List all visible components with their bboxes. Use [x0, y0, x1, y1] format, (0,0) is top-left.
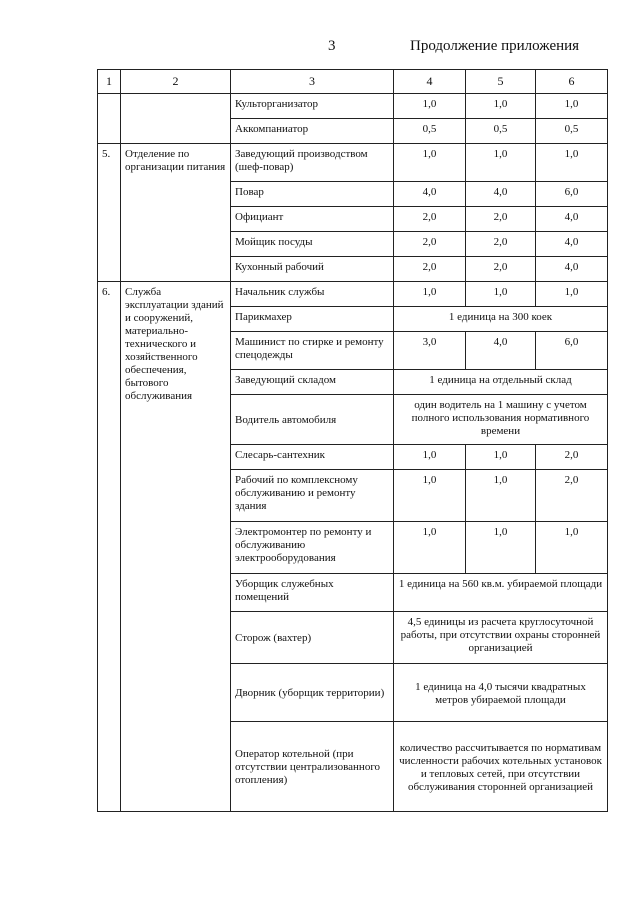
staff-table [97, 69, 608, 812]
position-name: Машинист по стирке и ремонту спецодежды [231, 332, 394, 370]
value-col4: 1,0 [394, 522, 466, 574]
value-col6: 4,0 [536, 232, 608, 257]
position-name: Мойщик посуды [231, 232, 394, 257]
position-name: Заведующий производством (шеф-повар) [231, 144, 394, 182]
value-col5: 4,0 [466, 182, 536, 207]
position-name: Начальник службы [231, 282, 394, 307]
header-cell: 4 [394, 70, 466, 94]
position-name: Заведующий складом [231, 370, 394, 395]
row-number: 6. [98, 282, 121, 812]
position-name: Повар [231, 182, 394, 207]
group-name: Служба эксплуатации зданий и сооружений, материально-технического и хозяйственного обеспечения, бытового обслуживания [121, 282, 231, 812]
value-col4: 3,0 [394, 332, 466, 370]
header-cell: 5 [466, 70, 536, 94]
value-col6: 4,0 [536, 207, 608, 232]
value-col6: 1,0 [536, 144, 608, 182]
value-col4: 2,0 [394, 257, 466, 282]
header-cell: 2 [121, 70, 231, 94]
position-name: Оператор котельной (при отсутствии централизованного отопления) [231, 722, 394, 812]
group-name [121, 94, 231, 144]
value-col6: 1,0 [536, 94, 608, 119]
value-col4: 0,5 [394, 119, 466, 144]
value-col4: 1,0 [394, 144, 466, 182]
group-name: Отделение по организации питания [121, 144, 231, 282]
table-row [98, 282, 608, 307]
value-col5: 1,0 [466, 445, 536, 470]
value-col4: 1,0 [394, 94, 466, 119]
value-col5: 2,0 [466, 207, 536, 232]
merged-norm: 1 единица на 560 кв.м. убираемой площади [394, 574, 608, 612]
value-col6: 0,5 [536, 119, 608, 144]
value-col5: 1,0 [466, 94, 536, 119]
position-name: Кухонный рабочий [231, 257, 394, 282]
position-name: Официант [231, 207, 394, 232]
position-name: Сторож (вахтер) [231, 612, 394, 664]
value-col6: 4,0 [536, 257, 608, 282]
merged-norm: 1 единица на 300 коек [394, 307, 608, 332]
position-name: Дворник (уборщик территории) [231, 664, 394, 722]
value-col5: 0,5 [466, 119, 536, 144]
header-row [98, 70, 608, 94]
value-col6: 1,0 [536, 282, 608, 307]
value-col5: 1,0 [466, 470, 536, 522]
merged-norm: один водитель на 1 машину с учетом полного использования нормативного времени [394, 395, 608, 445]
value-col6: 6,0 [536, 332, 608, 370]
page-number: 3 [328, 38, 336, 54]
table-row [98, 144, 608, 182]
position-name: Слесарь-сантехник [231, 445, 394, 470]
value-col5: 2,0 [466, 257, 536, 282]
header-cell: 1 [98, 70, 121, 94]
value-col5: 1,0 [466, 144, 536, 182]
position-name: Электромонтер по ремонту и обслуживанию электрооборудования [231, 522, 394, 574]
value-col5: 1,0 [466, 282, 536, 307]
value-col4: 2,0 [394, 207, 466, 232]
value-col6: 1,0 [536, 522, 608, 574]
merged-norm: 1 единица на 4,0 тысячи квадратных метров убираемой площади [394, 664, 608, 722]
table-row [98, 94, 608, 119]
merged-norm: 1 единица на отдельный склад [394, 370, 608, 395]
position-name: Рабочий по комплексному обслуживанию и ремонту здания [231, 470, 394, 522]
position-name: Водитель автомобиля [231, 395, 394, 445]
value-col4: 4,0 [394, 182, 466, 207]
position-name: Парикмахер [231, 307, 394, 332]
value-col5: 1,0 [466, 522, 536, 574]
header-cell: 3 [231, 70, 394, 94]
value-col6: 2,0 [536, 470, 608, 522]
continuation-title: Продолжение приложения [410, 38, 580, 54]
value-col5: 2,0 [466, 232, 536, 257]
position-name: Аккомпаниатор [231, 119, 394, 144]
position-name: Культорганизатор [231, 94, 394, 119]
merged-norm: количество рассчитывается по нормативам численности рабочих котельных установок и тепловых сетей, при отсутствии обслуживания сторонней организацией [394, 722, 608, 812]
value-col4: 1,0 [394, 470, 466, 522]
header-cell: 6 [536, 70, 608, 94]
value-col6: 2,0 [536, 445, 608, 470]
value-col6: 6,0 [536, 182, 608, 207]
row-number [98, 94, 121, 144]
value-col4: 1,0 [394, 445, 466, 470]
merged-norm: 4,5 единицы из расчета круглосуточной работы, при отсутствии охраны сторонней организацией [394, 612, 608, 664]
value-col4: 2,0 [394, 232, 466, 257]
row-number: 5. [98, 144, 121, 282]
value-col4: 1,0 [394, 282, 466, 307]
position-name: Уборщик служебных помещений [231, 574, 394, 612]
value-col5: 4,0 [466, 332, 536, 370]
